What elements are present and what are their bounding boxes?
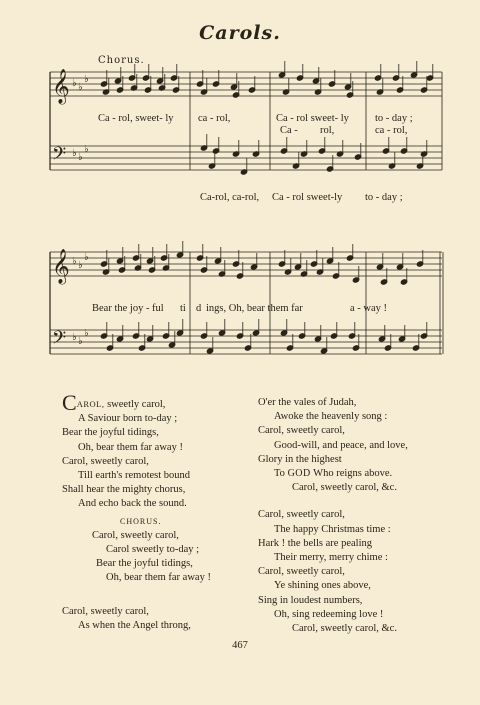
verse3-line: Carol, sweetly carol,	[258, 566, 345, 578]
chorus-line: Carol sweetly to-day ;	[106, 544, 200, 556]
lyric-s1-treble-2: ca - rol,	[198, 113, 231, 124]
clef-symbol: ♭	[78, 260, 83, 271]
lyric-s2-treble-3: d	[196, 303, 202, 314]
chorus-line: Oh, bear them far away !	[106, 572, 211, 584]
poem-right-column	[258, 396, 408, 636]
verse2-refrain: Carol, sweetly carol, &c.	[292, 482, 397, 494]
verse3-line: The happy Christmas time :	[274, 523, 391, 535]
verse3-refrain: Carol, sweetly carol, &c.	[292, 623, 397, 635]
chorus-line: Bear the joyful tidings,	[96, 558, 193, 570]
verse3-line: Ye shining ones above,	[274, 580, 371, 592]
clef-symbol: 𝄢	[52, 328, 67, 353]
verse2-cont-line: O'er the vales of Judah,	[258, 397, 357, 408]
verse1-first-line	[62, 390, 211, 415]
lyric-s2-treble-2: ti	[180, 303, 186, 314]
verse1-line: Till earth's remotest bound	[78, 470, 191, 482]
lyric-s1-treble-1: Ca - rol, sweet- ly	[98, 113, 174, 124]
verse1-line: Oh, bear them far away !	[78, 441, 183, 453]
verse2-cont-line: Carol, sweetly carol,	[258, 425, 345, 437]
verse1-line: And echo back the sound.	[78, 498, 187, 510]
clef-symbol: ♭	[84, 74, 89, 85]
clef-symbol: ♭	[72, 78, 77, 89]
verse2-line: Carol, sweetly carol,	[62, 605, 149, 617]
clef-symbol: 𝄞	[52, 69, 70, 104]
verse1-line: Shall hear the mighty chorus,	[62, 484, 186, 496]
verse1-line: Carol, sweetly carol,	[62, 455, 149, 467]
verse2-cont-line: Awoke the heavenly song :	[274, 411, 388, 423]
first-word-smallcaps: AROL,	[76, 399, 105, 409]
clef-symbol: 𝄞	[52, 249, 70, 284]
god-word: GOD	[287, 468, 311, 480]
lyric-s1-alto-3: ca - rol,	[375, 125, 408, 136]
chorus-heading: CHORUS.	[120, 516, 162, 526]
lyric-s2-treble-5: a - way !	[350, 303, 388, 314]
lyric-s1-alto-2: rol,	[320, 125, 335, 136]
first-line-tail: sweetly carol,	[104, 399, 166, 410]
lyric-s1-treble-4: to - day ;	[375, 113, 413, 124]
clef-symbol: 𝄢	[52, 144, 67, 169]
lyric-s1-bass-2: Ca - rol sweet-ly	[272, 192, 343, 203]
clef-symbol: ♭	[72, 148, 77, 159]
clef-symbol: ♭	[78, 152, 83, 163]
verse3-line: Hark ! the bells are pealing	[258, 537, 372, 549]
verse3-line: Oh, sing redeeming love !	[274, 608, 384, 620]
lyric-s1-treble-3: Ca - rol sweet- ly	[276, 113, 349, 124]
god-pre: To	[274, 468, 288, 480]
page-number: 467	[232, 640, 248, 651]
verse2-line: As when the Angel throng,	[78, 619, 191, 631]
lyric-s1-bass-3: to - day ;	[365, 192, 403, 203]
god-post: Who reigns above.	[310, 468, 393, 480]
drop-cap: C	[62, 390, 77, 415]
clef-symbol: ♭	[78, 82, 83, 93]
verse2-god-line	[258, 467, 408, 481]
clef-symbol: ♭	[78, 336, 83, 347]
poem-left-column	[62, 390, 211, 633]
lyric-s2-treble-1: Bear the joy - ful	[92, 303, 164, 314]
verse2-cont-line: Glory in the highest	[258, 453, 342, 465]
verse2-cont-line: Good-will, and peace, and love,	[274, 439, 408, 451]
lyric-s1-bass-1: Ca-rol, ca-rol,	[200, 192, 260, 203]
chorus-label: Chorus.	[98, 55, 145, 66]
lyric-s1-alto-1: Ca -	[280, 125, 298, 136]
verse3-line: Sing in loudest numbers,	[258, 594, 363, 606]
clef-symbol: ♭	[72, 256, 77, 267]
clef-symbol: ♭	[72, 332, 77, 343]
clef-symbol: ♭	[84, 144, 89, 155]
clef-symbol: ♭	[84, 252, 89, 263]
chorus-line: Carol, sweetly carol,	[92, 529, 179, 541]
verse3-line: Carol, sweetly carol,	[258, 509, 345, 521]
verse3-line: Their merry, merry chime :	[274, 552, 388, 564]
clef-symbol: ♭	[84, 328, 89, 339]
verse1-line: Bear the joyful tidings,	[62, 427, 159, 439]
page-title: Carols.	[199, 22, 281, 44]
lyric-s2-treble-4: ings, Oh, bear them far	[206, 303, 303, 314]
verse1-line: A Saviour born to-day ;	[78, 413, 178, 425]
